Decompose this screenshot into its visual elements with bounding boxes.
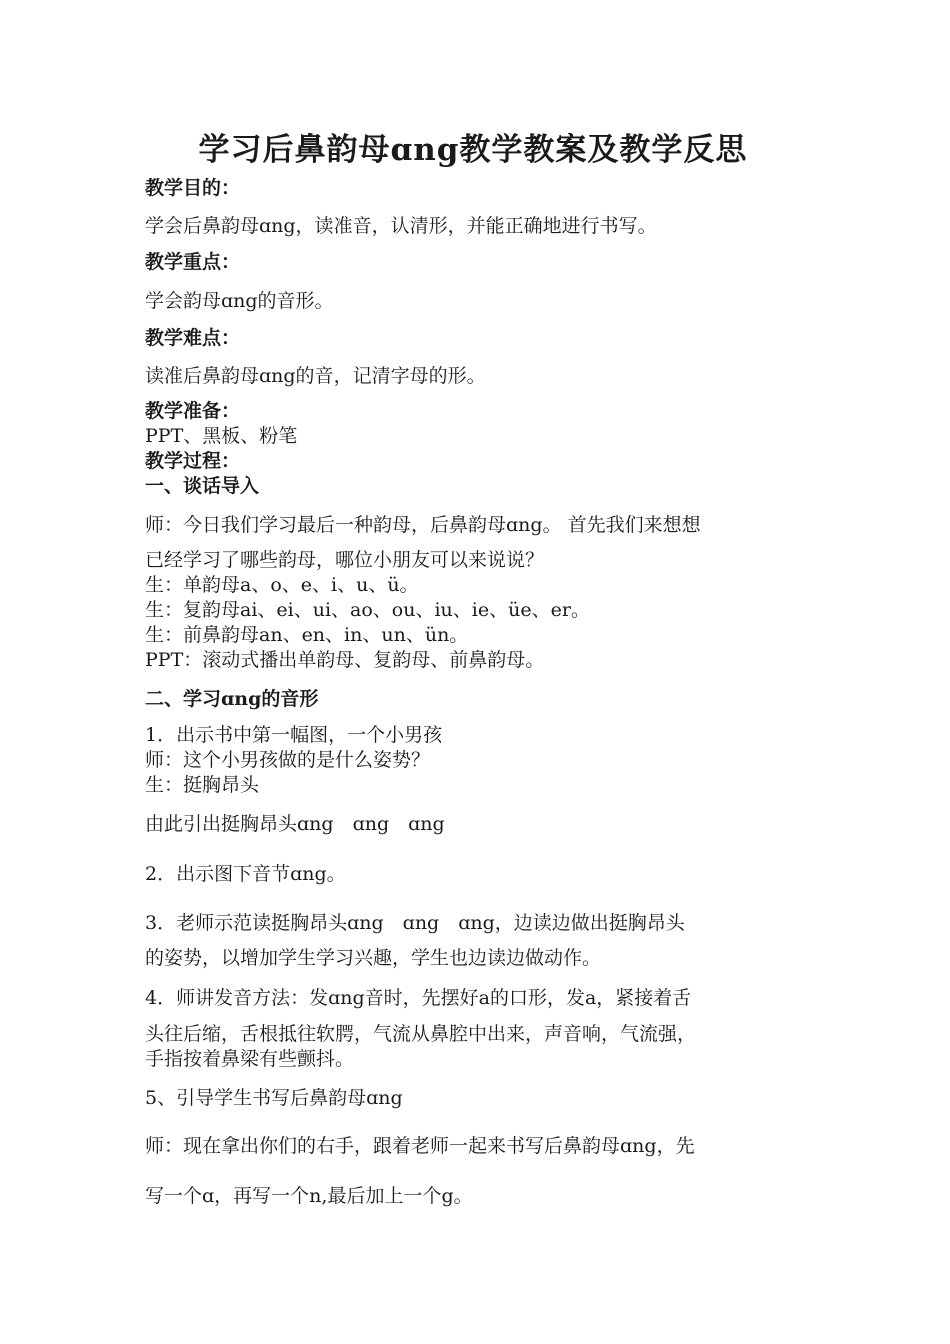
part2-line: 师：这个小男孩做的是什么姿势？ <box>145 749 431 771</box>
part2-line: 1．出示书中第一幅图，一个小男孩 <box>145 724 443 746</box>
part2-line: 师：现在拿出你们的右手，跟着老师一起来书写后鼻韵母ɑng，先 <box>145 1135 695 1157</box>
part1-heading: 一、谈话导入 <box>145 475 260 497</box>
part2-line: 头往后缩，舌根抵往软腭，气流从鼻腔中出来，声音响，气流强， <box>145 1023 697 1045</box>
document-page <box>145 128 825 1207</box>
focus-heading: 教学重点： <box>145 251 241 273</box>
prep-heading: 教学准备： <box>145 400 241 422</box>
process-heading: 教学过程： <box>145 450 241 472</box>
part2-line: 4．师讲发音方法：发ɑng音时，先摆好a的口形，发a，紧接着舌 <box>145 987 692 1009</box>
part1-line: 已经学习了哪些韵母，哪位小朋友可以来说说？ <box>145 549 545 571</box>
part2-line: 手指按着鼻梁有些颤抖。 <box>145 1048 355 1070</box>
part2-line: 由此引出挺胸昂头ɑng ɑng ɑng <box>145 813 445 835</box>
goal-heading: 教学目的： <box>145 177 241 199</box>
part2-line: 写一个ɑ，再写一个n,最后加上一个g。 <box>145 1185 473 1207</box>
goal-text: 学会后鼻韵母ɑng，读准音，认清形，并能正确地进行书写。 <box>145 215 657 237</box>
part1-line: 生：单韵母a、o、e、i、u、ü。 <box>145 574 419 596</box>
focus-text: 学会韵母ɑng的音形。 <box>145 290 334 312</box>
part2-line: 2．出示图下音节ɑng。 <box>145 863 346 885</box>
prep-text: PPT、黑板、粉笔 <box>145 425 298 447</box>
part1-line: PPT：滚动式播出单韵母、复韵母、前鼻韵母。 <box>145 649 545 671</box>
part2-heading: 二、学习ɑng的音形 <box>145 688 319 710</box>
part2-line: 的姿势，以增加学生学习兴趣，学生也边读边做动作。 <box>145 947 602 969</box>
document-title: 学习后鼻韵母ɑng教学教案及教学反思 <box>198 132 748 168</box>
part2-line: 5、引导学生书写后鼻韵母ɑng <box>145 1087 403 1109</box>
difficulty-text: 读准后鼻韵母ɑng的音，记清字母的形。 <box>145 365 486 387</box>
part2-line: 3．老师示范读挺胸昂头ɑng ɑng ɑng，边读边做出挺胸昂头 <box>145 912 685 934</box>
difficulty-heading: 教学难点： <box>145 327 241 349</box>
part1-line: 生：前鼻韵母an、en、in、un、ün。 <box>145 624 469 646</box>
part1-line: 师：今日我们学习最后一种韵母，后鼻韵母ɑng。 首先我们来想想 <box>145 514 701 536</box>
part1-line: 生：复韵母ai、ei、ui、ao、ou、iu、ie、üe、er。 <box>145 599 590 621</box>
part2-line: 生：挺胸昂头 <box>145 774 260 796</box>
